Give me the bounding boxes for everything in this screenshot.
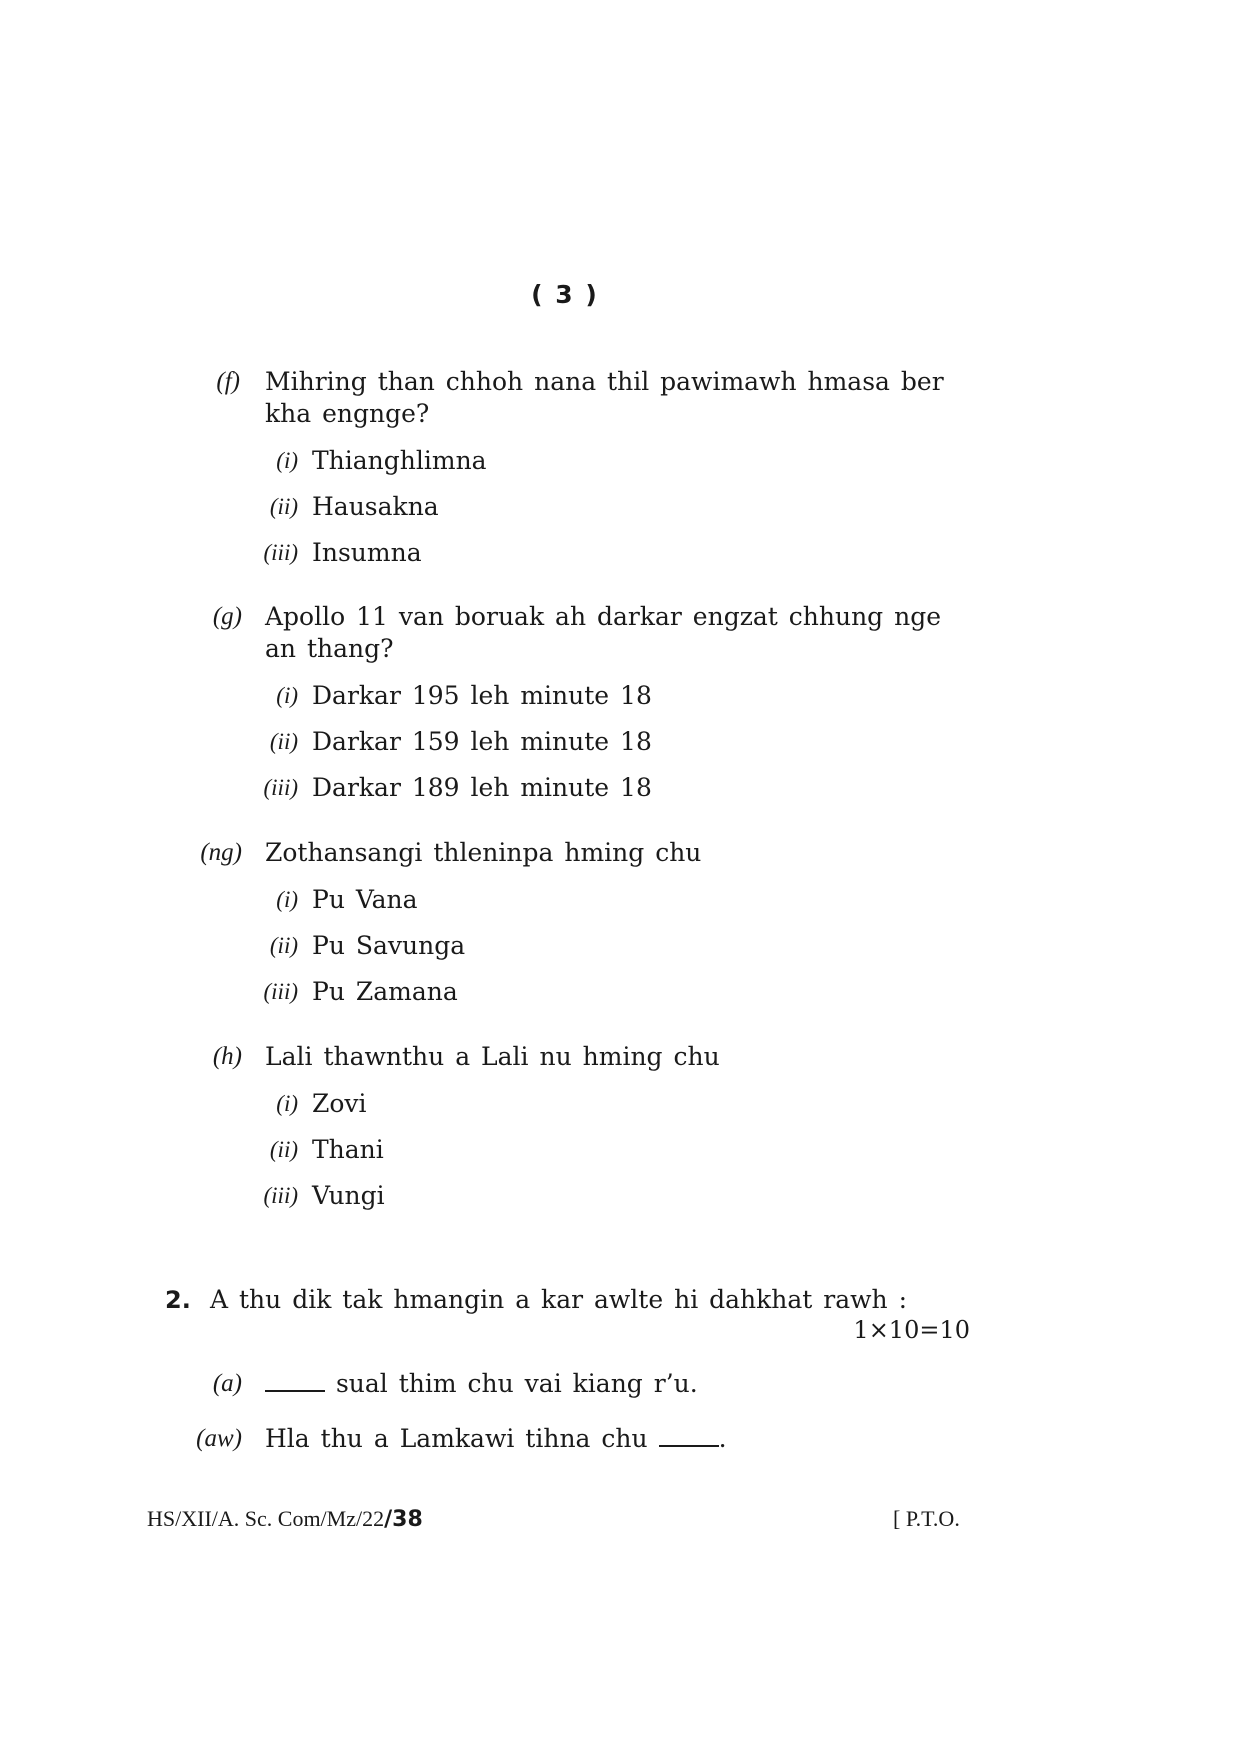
section-instruction	[210, 1284, 907, 1316]
item-label: (a)	[212, 1370, 242, 1397]
option-text: Darkar 159 leh minute 18	[312, 727, 652, 756]
option-label: (ii)	[269, 1137, 298, 1162]
marks: 1×10=10	[853, 1316, 970, 1344]
option-text: Thani	[312, 1135, 384, 1164]
answer-blank[interactable]	[265, 1370, 325, 1392]
option-label: (iii)	[263, 540, 298, 565]
question-label: (g)	[212, 603, 242, 630]
question-text-line: Apollo 11 van boruak ah darkar engzat chhung nge	[265, 602, 942, 631]
option-text: Vungi	[312, 1181, 385, 1210]
item-text	[265, 1423, 727, 1455]
footer-code-text: HS/XII/A. Sc. Com/Mz/22	[147, 1506, 385, 1531]
question-text-line: an thang?	[265, 634, 394, 663]
question-text-line: Zothansangi thleninpa hming chu	[265, 838, 702, 867]
question-text-line: Lali thawnthu a Lali nu hming chu	[265, 1042, 720, 1071]
option-label: (i)	[276, 1091, 298, 1116]
footer-pto: [ P.T.O.	[893, 1506, 960, 1531]
option-text: Insumna	[312, 538, 422, 567]
footer-code	[147, 1506, 423, 1532]
item-text	[265, 1368, 698, 1400]
item-label: (aw)	[196, 1425, 242, 1452]
option-label: (iii)	[263, 979, 298, 1004]
question-label: (ng)	[200, 839, 242, 866]
option-label: (ii)	[269, 494, 298, 519]
instruction-text: A thu dik tak hmangin a kar awlte hi dahkhat rawh :	[210, 1285, 908, 1314]
page-number: ( 3 )	[531, 280, 599, 309]
option-text: Thianghlimna	[312, 446, 487, 475]
option-text: Darkar 195 leh minute 18	[312, 681, 652, 710]
answer-blank[interactable]	[659, 1425, 719, 1447]
item-text-before: Hla thu a Lamkawi tihna chu	[265, 1424, 659, 1453]
item-text-after: sual thim chu vai kiang r’u.	[325, 1369, 698, 1398]
item-text-after: .	[718, 1424, 727, 1453]
option-label: (i)	[276, 887, 298, 912]
option-text: Darkar 189 leh minute 18	[312, 773, 652, 802]
question-label: (h)	[212, 1043, 242, 1070]
option-label: (ii)	[269, 729, 298, 754]
option-label: (i)	[276, 448, 298, 473]
section-number: 2.	[165, 1286, 191, 1314]
footer-code-bold: /38	[384, 1507, 423, 1532]
option-text: Pu Zamana	[312, 977, 458, 1006]
option-label: (i)	[276, 683, 298, 708]
question-text-line: kha engnge?	[265, 399, 430, 428]
option-text: Pu Vana	[312, 885, 418, 914]
question-text-line: Mihring than chhoh nana thil pawimawh hmasa ber	[265, 367, 944, 396]
option-label: (ii)	[269, 933, 298, 958]
option-label: (iii)	[263, 775, 298, 800]
question-label: (f)	[216, 368, 240, 395]
option-text: Hausakna	[312, 492, 439, 521]
option-label: (iii)	[263, 1183, 298, 1208]
option-text: Zovi	[312, 1089, 367, 1118]
option-text: Pu Savunga	[312, 931, 466, 960]
